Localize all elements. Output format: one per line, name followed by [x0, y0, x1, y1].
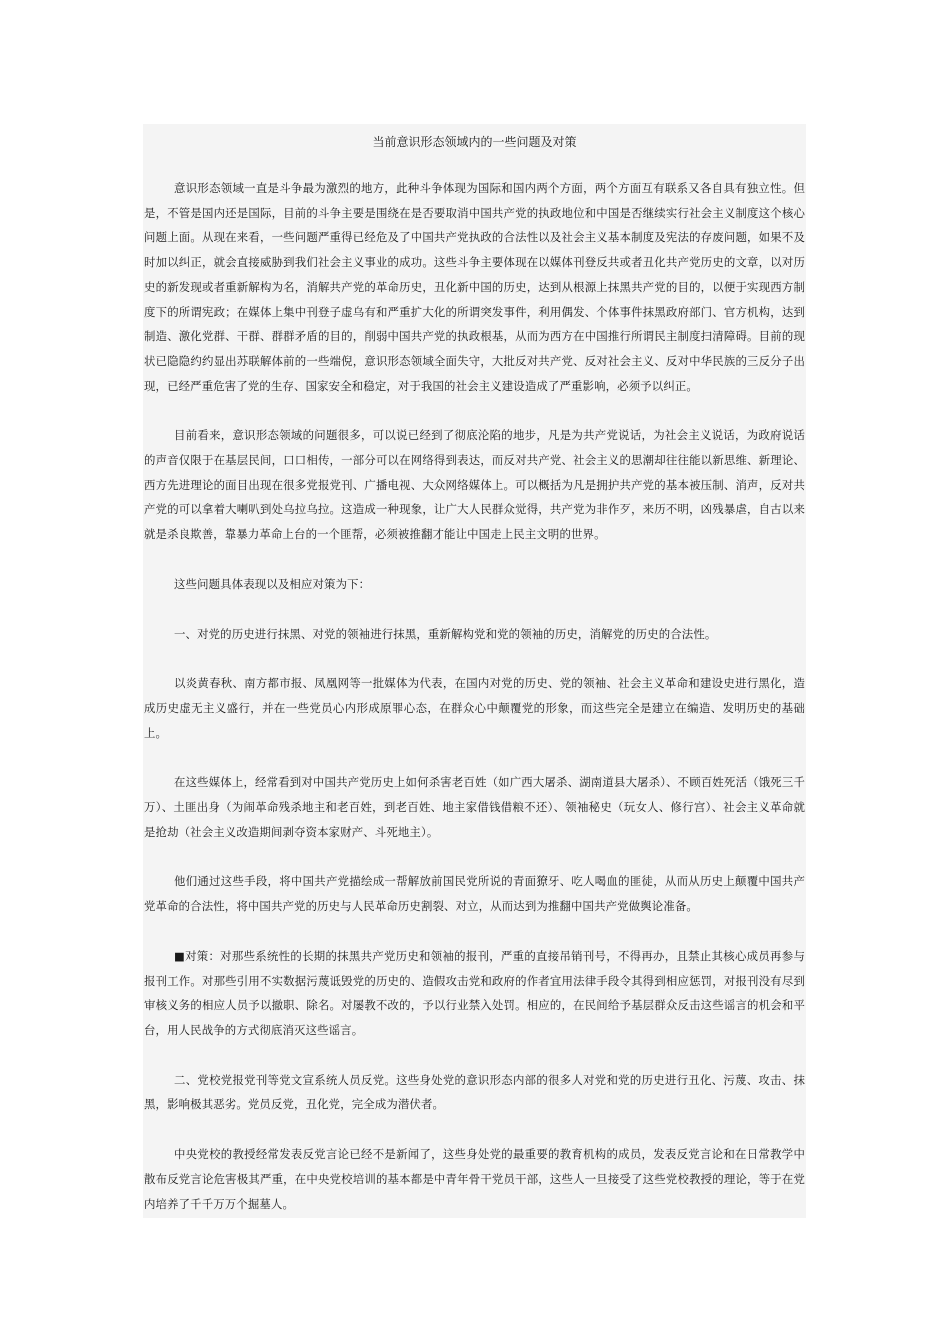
paragraph-5: 以炎黄春秋、南方都市报、凤凰网等一批媒体为代表，在国内对党的历史、党的领袖、社会主义革命和建设史进行黑化，造成历史虚无主义盛行，并在一些党员心内形成原罪心态，在群众心中颠覆党的形象，而这些完全是建立在编造、发明历史的基础上。: [144, 676, 805, 740]
section-heading-1: 一、对党的历史进行抹黑、对党的领袖进行抹黑，重新解构党和党的领袖的历史，消解党的历史的合法性。: [174, 626, 717, 641]
paragraph-7: 他们通过这些手段，将中国共产党描绘成一帮解放前国民党所说的青面獠牙、吃人喝血的匪徒，从而从历史上颠覆中国共产党革命的合法性，将中国共产党的历史与人民革命历史割裂、对立，从而达到为推翻中国共产党做舆论准备。: [144, 874, 805, 914]
document-body: [143, 176, 806, 1216]
paragraph-10: 中央党校的教授经常发表反党言论已经不是新闻了，这些身处党的最重要的教育机构的成员，发表反党言论和在日常教学中散布反党言论危害极其严重，在中央党校培训的基本都是中青年骨干党员干部，这些人一旦接受了这些党校教授的理论，等于在党内培养了千千万万个掘墓人。: [144, 1147, 805, 1211]
paragraph-3: 这些问题具体表现以及相应对策为下：: [174, 576, 371, 591]
paragraph-2: 目前看来，意识形态领域的问题很多，可以说已经到了彻底沦陷的地步，凡是为共产党说话，为社会主义说话，为政府说话的声音仅限于在基层民间，口口相传，一部分可以在网络得到表达，而反对共产党、社会主义的思潮却往往能以新思维、新理论、西方先进理论的面目出现在很多党报党刊、广播电视、大众网络媒体上。可以概括为凡是拥护共产党的基本被压制、消声，反对共产党的可以拿着大喇叭到处乌拉乌拉。这造成一种现象，让广大人民群众觉得，共产党为非作歹，来历不明，凶残暴虐，自古以来就是杀良欺善，靠暴力革命上台的一个匪帮，必须被推翻才能让中国走上民主文明的世界。: [144, 428, 805, 542]
paragraph-1: 意识形态领域一直是斗争最为激烈的地方，此种斗争体现为国际和国内两个方面，两个方面互有联系又各自具有独立性。但是，不管是国内还是国际，目前的斗争主要是围绕在是否要取消中国共产党的执政地位和中国是否继续实行社会主义制度这个核心问题上面。从现在来看，一些问题严重得已经危及了中国共产党执政的合法性以及社会主义基本制度及宪法的存废问题，如果不及时加以纠正，就会直接威胁到我们社会主义事业的成功。这些斗争主要体现在以媒体刊登反共或者丑化共产党历史的文章，以对历史的新发现或者重新解构为名，消解共产党的革命历史，丑化新中国的历史，达到从根源上抹黑共产党的目的，以便于实现西方制度下的所谓宪政；在媒体上集中刊登子虚乌有和严重扩大化的所谓突发事件，利用偶发、个体事件抹黑政府部门、官方机构，达到制造、激化党群、干群、群群矛盾的目的，削弱中国共产党的执政根基，从而为西方在中国推行所谓民主制度扫清障碍。目前的现状已隐隐约约显出苏联解体前的一些端倪，意识形态领域全面失守，大批反对共产党、反对社会主义、反对中华民族的三反分子出现，已经严重危害了党的生存、国家安全和稳定，对于我国的社会主义建设造成了严重影响，必须予以纠正。: [144, 181, 805, 393]
section-heading-2: 二、党校党报党刊等党文宣系统人员反党。这些身处党的意识形态内部的很多人对党和党的历史进行丑化、污蔑、攻击、抹黑，影响极其恶劣。党员反党，丑化党，完全成为潜伏者。: [144, 1072, 805, 1112]
document-page: [143, 124, 806, 1218]
countermeasure-paragraph: ■对策：对那些系统性的长期的抹黑共产党历史和领袖的报刊，严重的直接吊销刊号，不得再办，且禁止其核心成员再参与报刊工作。对那些引用不实数据污蔑诋毁党的历史的、造假攻击党和政府的作者宜用法律手段令其得到相应惩罚，对报刊没有尽到审核义务的相应人员予以撤职、除名。对屡教不改的，予以行业禁入处罚。相应的，在民间给予基层群众反击这些谣言的机会和平台，用人民战争的方式彻底消灭这些谣言。: [144, 948, 805, 1037]
paragraph-6: 在这些媒体上，经常看到对中国共产党历史上如何杀害老百姓（如广西大屠杀、湖南道县大屠杀）、不顾百姓死活（饿死三千万）、土匪出身（为闹革命残杀地主和老百姓，到老百姓、地主家借钱借粮不还）、领袖秘史（玩女人、修行宫）、社会主义革命就是抢劫（社会主义改造期间剥夺资本家财产、斗死地主）。: [144, 775, 805, 839]
document-title: 当前意识形态领域内的一些问题及对策: [372, 135, 577, 149]
